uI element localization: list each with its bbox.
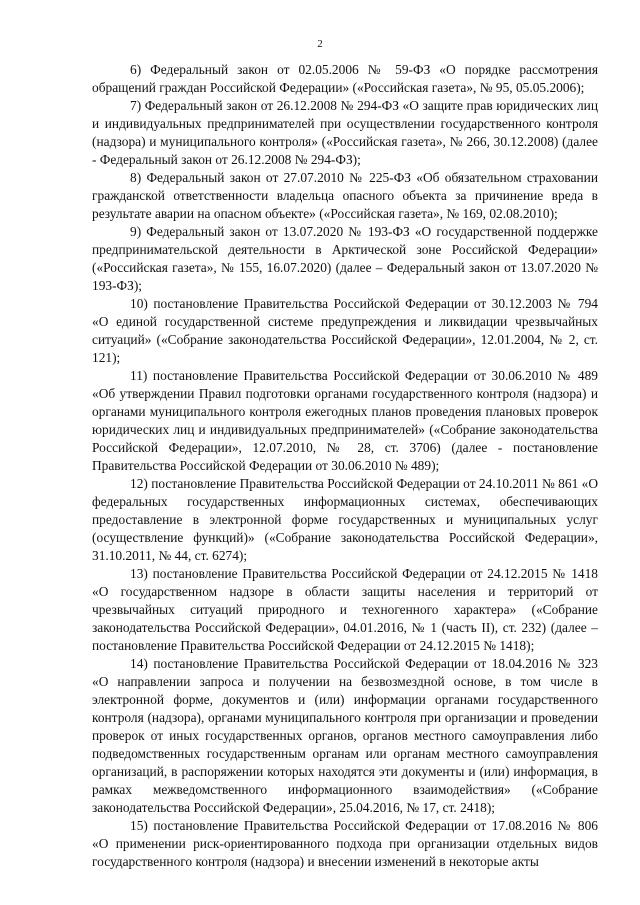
list-item-11: 11) постановление Правительства Российской Федерации от 30.06.2010 № 489 «Об утверждении Правил подготовки органами государственного контроля (надзора) и органами муниципального контроля ежегодных планов проведения плановых проверок юридических лиц и индивидуальных предпринимателей» («Собрание законодательства Российской Федерации», 12.07.2010, № 28, ст. 3706) (далее - постановление Правительства Российской Федерации от 30.06.2010 № 489);	[92, 368, 598, 473]
list-item-14: 14) постановление Правительства Российской Федерации от 18.04.2016 № 323 «О направлении запроса и получении на безвозмездной основе, в том числе в электронной форме, документов и (или) информации органами государственного контроля (надзора), органами муниципального контроля при организации и проведении проверок от иных государственных органов, органов местного самоуправления либо подведомственных государственным органам или органам местного самоуправления организаций, в распоряжении которых находятся эти документы и (или) информация, в рамках межведомственного информационного взаимодействия» («Собрание законодательства Российской Федерации», 25.04.2016, № 17, ст. 2418);	[92, 656, 598, 815]
list-item-12: 12) постановление Правительства Российской Федерации от 24.10.2011 № 861 «О федеральных государственных информационных системах, обеспечивающих предоставление в электронной форме государственных и муниципальных услуг (осуществление функций)» («Собрание законодательства Российской Федерации», 31.10.2011, № 44, ст. 6274);	[92, 476, 598, 563]
list-item-8: 8) Федеральный закон от 27.07.2010 № 225-ФЗ «Об обязательном страховании гражданской ответственности владельца опасного объекта за причинение вреда в результате аварии на опасном объекте» («Российская газета», № 169, 02.08.2010);	[92, 170, 598, 221]
list-item-9: 9) Федеральный закон от 13.07.2020 № 193-ФЗ «О государственной поддержке предпринимательской деятельности в Арктической зоне Российской Федерации» («Российская газета», № 155, 16.07.2020) (далее – Федеральный закон от 13.07.2020 № 193-ФЗ);	[92, 224, 598, 293]
list-item-15: 15) постановление Правительства Российской Федерации от 17.08.2016 № 806 «О применении риск-ориентированного подхода при организации отдельных видов государственного контроля (надзора) и внесении изменений в некоторые акты	[92, 818, 598, 869]
list-item-13: 13) постановление Правительства Российской Федерации от 24.12.2015 № 1418 «О государственном надзоре в области защиты населения и территорий от чрезвычайных ситуаций природного и техногенного характера» («Собрание законодательства Российской Федерации», 04.01.2016, № 1 (часть II), ст. 232) (далее – постановление Правительства Российской Федерации от 24.12.2015 № 1418);	[92, 566, 598, 653]
list-item-7: 7) Федеральный закон от 26.12.2008 № 294-ФЗ «О защите прав юридических лиц и индивидуальных предпринимателей при осуществлении государственного контроля (надзора) и муниципального контроля» («Российская газета», № 266, 30.12.2008) (далее - Федеральный закон от 26.12.2008 № 294-ФЗ);	[92, 98, 598, 167]
document-body	[92, 61, 598, 871]
page-number: 2	[317, 38, 323, 50]
list-item-6: 6) Федеральный закон от 02.05.2006 № 59-ФЗ «О порядке рассмотрения обращений граждан Российской Федерации» («Российская газета», № 95, 05.05.2006);	[92, 62, 598, 95]
list-item-10: 10) постановление Правительства Российской Федерации от 30.12.2003 № 794 «О единой государственной системе предупреждения и ликвидации чрезвычайных ситуаций» («Собрание законодательства Российской Федерации», 12.01.2004, № 2, ст. 121);	[92, 296, 598, 365]
